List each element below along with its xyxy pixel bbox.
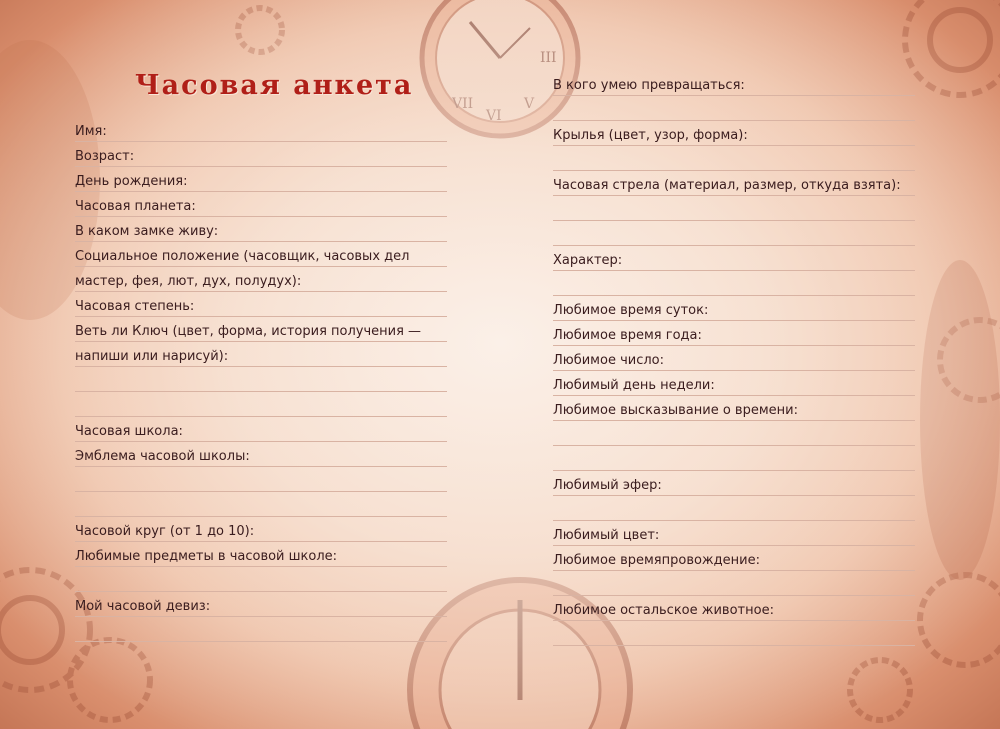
right-field-label: Любимое высказывание о времени: [553, 403, 798, 418]
left-field-label: Часовой круг (от 1 до 10): [75, 524, 255, 539]
writing-line [553, 645, 915, 646]
right-field-label: В кого умею превращаться: [553, 78, 745, 93]
left-field-label: Возраст: [75, 149, 135, 164]
writing-line [553, 620, 915, 621]
left-field-label: Веть ли Ключ (цвет, форма, история получения — [75, 324, 422, 339]
writing-line [75, 316, 447, 317]
page-title: Часовая анкета [135, 70, 414, 101]
left-field-label: Любимые предметы в часовой школе: [75, 549, 338, 564]
left-field-label: Имя: [75, 124, 107, 139]
left-field-label: Часовая планета: [75, 199, 196, 214]
writing-line [553, 295, 915, 296]
writing-line [75, 591, 447, 592]
writing-line [553, 370, 915, 371]
writing-line [553, 545, 915, 546]
right-field-label: Часовая стрела (материал, размер, откуда взята): [553, 178, 901, 193]
writing-line [553, 570, 915, 571]
writing-line [75, 141, 447, 142]
right-field-label: Любимое остальское животное: [553, 603, 774, 618]
writing-line [75, 516, 447, 517]
left-field-label: Мой часовой девиз: [75, 599, 211, 614]
writing-line [553, 595, 915, 596]
writing-line [75, 391, 447, 392]
writing-line [75, 241, 447, 242]
left-field-label: День рождения: [75, 174, 188, 189]
writing-line [553, 420, 915, 421]
left-field-label: Часовая школа: [75, 424, 183, 439]
left-field-label: напиши или нарисуй): [75, 349, 229, 364]
left-field-label: Социальное положение (часовщик, часовых дел [75, 249, 410, 264]
writing-line [75, 366, 447, 367]
right-field-label: Любимое число: [553, 353, 664, 368]
writing-line [553, 345, 915, 346]
writing-line [553, 520, 915, 521]
writing-line [553, 320, 915, 321]
writing-line [553, 495, 915, 496]
writing-line [75, 466, 447, 467]
writing-line [75, 441, 447, 442]
writing-line [75, 616, 447, 617]
writing-line [75, 266, 447, 267]
writing-line [553, 470, 915, 471]
right-field-label: Любимый цвет: [553, 528, 660, 543]
writing-line [553, 95, 915, 96]
writing-line [75, 341, 447, 342]
writing-line [75, 216, 447, 217]
left-field-label: Часовая степень: [75, 299, 195, 314]
left-field-label: мастер, фея, лют, дух, полудух): [75, 274, 302, 289]
writing-line [75, 641, 447, 642]
writing-line [553, 195, 915, 196]
right-field-label: Любимый день недели: [553, 378, 715, 393]
writing-line [553, 245, 915, 246]
left-field-label: Эмблема часовой школы: [75, 449, 250, 464]
writing-line [553, 270, 915, 271]
writing-line [553, 170, 915, 171]
right-field-label: Любимый эфер: [553, 478, 662, 493]
writing-line [553, 220, 915, 221]
writing-line [75, 491, 447, 492]
right-field-label: Любимое времяпровождение: [553, 553, 760, 568]
right-field-label: Любимое время суток: [553, 303, 709, 318]
writing-line [553, 120, 915, 121]
writing-line [553, 145, 915, 146]
writing-line [75, 166, 447, 167]
writing-line [75, 291, 447, 292]
writing-line [75, 541, 447, 542]
left-field-label: В каком замке живу: [75, 224, 219, 239]
writing-line [75, 191, 447, 192]
right-field-label: Любимое время года: [553, 328, 702, 343]
writing-line [75, 566, 447, 567]
writing-line [553, 395, 915, 396]
writing-line [553, 445, 915, 446]
right-field-label: Крылья (цвет, узор, форма): [553, 128, 748, 143]
right-field-label: Характер: [553, 253, 623, 268]
writing-line [75, 416, 447, 417]
